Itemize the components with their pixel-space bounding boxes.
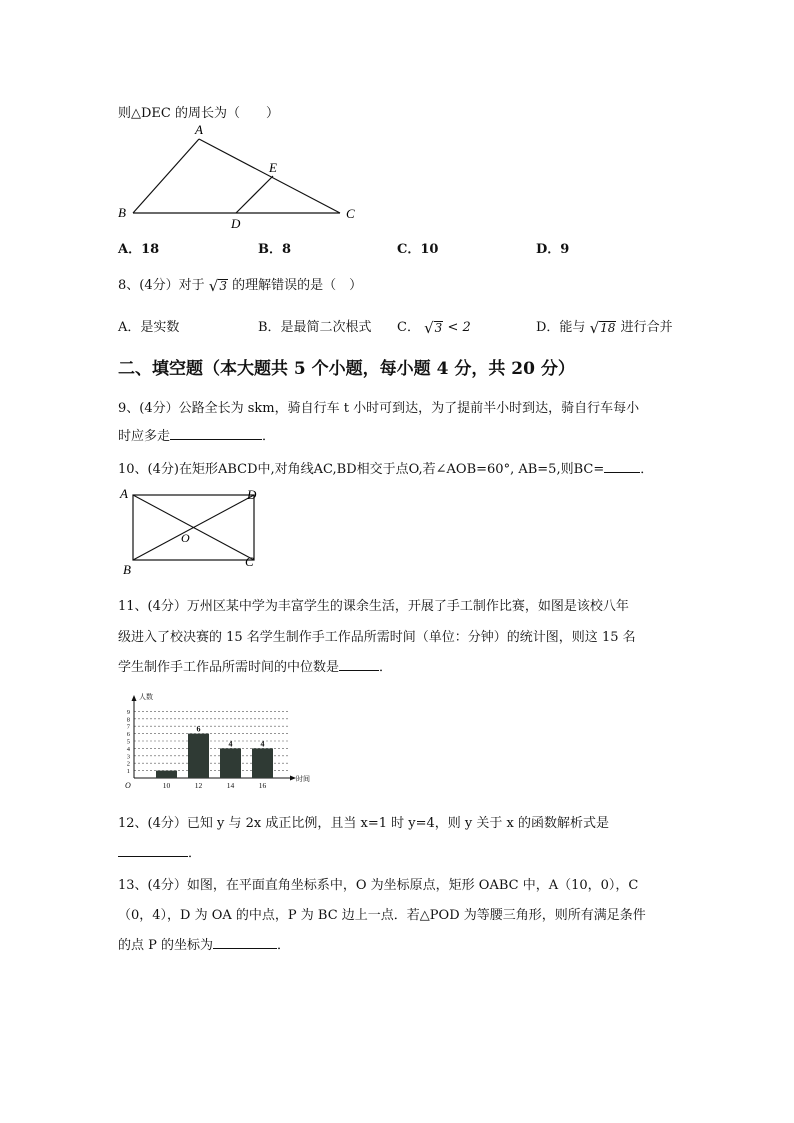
- y-axis-arrow: [132, 695, 137, 701]
- q12-period: ．: [188, 846, 202, 861]
- q8-option-d-prefix: D．能与: [536, 320, 586, 335]
- q11-bar-chart: [118, 692, 310, 796]
- q8-stem: [118, 274, 362, 293]
- q7-option-b: B．8: [258, 242, 292, 257]
- data-label: 4: [228, 739, 233, 749]
- y-tick-label: 1: [126, 768, 130, 776]
- bar-12: [188, 734, 209, 778]
- y-tick-label: 2: [126, 760, 130, 768]
- data-label: 6: [196, 724, 201, 734]
- q7-label-e: E: [269, 160, 277, 175]
- q8-suffix: 的理解错误的是（ ）: [232, 278, 363, 293]
- q11-line3-text: 学生制作手工作品所需时间的中位数是: [118, 660, 340, 675]
- q11-period: ．: [379, 660, 393, 675]
- q10-label-b: B: [123, 562, 131, 577]
- q7-option-c: C．10: [397, 242, 439, 257]
- x-tick-label: 14: [226, 781, 235, 790]
- q8-option-d-suffix: 进行合并: [620, 320, 673, 335]
- q13-line2: （0，4），D 为 OA 的中点，P 为 BC 边上一点．若△POD 为等腰三角形，则所有满足条件: [118, 908, 646, 923]
- q8-option-c-radicand: 3: [434, 320, 443, 335]
- q9-answer-blank[interactable]: [170, 427, 262, 440]
- x-tick-label: 10: [162, 781, 171, 790]
- q12-answer-blank[interactable]: [118, 844, 188, 857]
- q7-label-c: C: [346, 206, 355, 221]
- y-tick-label: 3: [126, 753, 130, 761]
- q12-answer-line: [118, 842, 201, 861]
- y-tick-label: 8: [126, 716, 130, 724]
- bar-16: [252, 748, 273, 778]
- q8-option-d-radicand: 18: [600, 320, 616, 335]
- q7-stem: 则△DEC 的周长为（ ）: [118, 106, 279, 121]
- q9-period: ．: [262, 429, 276, 444]
- q7-label-b: B: [118, 205, 126, 220]
- q8-option-d-sqrt: √ 18: [589, 318, 616, 337]
- q10-label-o: O: [181, 531, 190, 545]
- q9-line2: [118, 425, 275, 444]
- q11-line3: [118, 656, 392, 675]
- y-tick-label: 5: [126, 738, 130, 746]
- origin-label: O: [125, 781, 131, 790]
- q10-label-c: C: [245, 554, 254, 569]
- q8-sqrt: √ 3: [208, 276, 227, 295]
- y-tick-label: 7: [126, 723, 130, 731]
- q8-option-a: A．是实数: [118, 320, 180, 335]
- bar-10: [156, 771, 177, 778]
- y-tick-label: 4: [126, 745, 130, 753]
- q13-period: ．: [277, 938, 291, 953]
- q9-line1: 9、(4分）公路全长为 skm，骑自行车 t 小时可到达，为了提前半小时到达，骑自行车每小: [118, 401, 640, 416]
- data-label: 4: [260, 739, 265, 749]
- q10-rectangle-figure: [114, 482, 270, 576]
- q8-option-c: [397, 316, 471, 335]
- q9-line2-text: 时应多走: [118, 429, 171, 444]
- q8-prefix: 8、(4分）对于: [118, 278, 205, 293]
- section-2-title: 二、填空题（本大题共 5 个小题，每小题 4 分，共 20 分）: [118, 359, 575, 379]
- q8-option-c-suffix: < 2: [447, 320, 471, 335]
- q8-option-b: B．是最简二次根式: [258, 320, 372, 335]
- x-axis-label: 时间: [296, 775, 310, 783]
- q8-option-c-sqrt: √ 3: [424, 318, 443, 337]
- q7-option-d: D．9: [536, 242, 570, 257]
- x-tick-label: 12: [194, 781, 203, 790]
- q7-label-d: D: [231, 216, 241, 231]
- q10-label-a: A: [120, 486, 128, 501]
- y-axis-label: 人数: [139, 693, 153, 701]
- q13-line3-text: 的点 P 的坐标为: [118, 938, 214, 953]
- q10-period: ．: [640, 462, 654, 477]
- q13-line3: [118, 934, 290, 953]
- bar-14: [220, 748, 241, 778]
- q10-stem: [118, 458, 653, 477]
- q10-label-d: D: [247, 487, 257, 502]
- q13-line1: 13、(4分）如图，在平面直角坐标系中，O 为坐标原点，矩形 OABC 中，A（10，0），C: [118, 878, 639, 893]
- y-tick-label: 9: [126, 708, 130, 716]
- q7-triangle-figure: [112, 120, 372, 232]
- q12-stem: 12、(4分）已知 y 与 2x 成正比例，且当 x=1 时 y=4，则 y 关于 x 的函数解析式是: [118, 816, 609, 831]
- q7-label-a: A: [195, 122, 203, 137]
- x-tick-label: 16: [258, 781, 267, 790]
- q11-line2: 级进入了校决赛的 15 名学生制作手工作品所需时间（单位：分钟）的统计图，则这 15 名: [118, 630, 636, 645]
- q8-option-d: [536, 316, 673, 335]
- q10-text: 10、(4分)在矩形ABCD中,对角线AC,BD相交于点O,若∠AOB=60°, AB=5,则BC=: [118, 462, 605, 477]
- q10-answer-blank[interactable]: [604, 460, 640, 473]
- q8-option-c-prefix: C．: [397, 320, 420, 335]
- y-tick-label: 6: [126, 731, 130, 739]
- q11-answer-blank[interactable]: [339, 658, 379, 671]
- q11-line1: 11、(4分）万州区某中学为丰富学生的课余生活，开展了手工制作比赛，如图是该校八年: [118, 599, 629, 614]
- q13-answer-blank[interactable]: [213, 936, 277, 949]
- q8-radicand: 3: [219, 278, 227, 293]
- q7-option-a: A．18: [118, 242, 160, 257]
